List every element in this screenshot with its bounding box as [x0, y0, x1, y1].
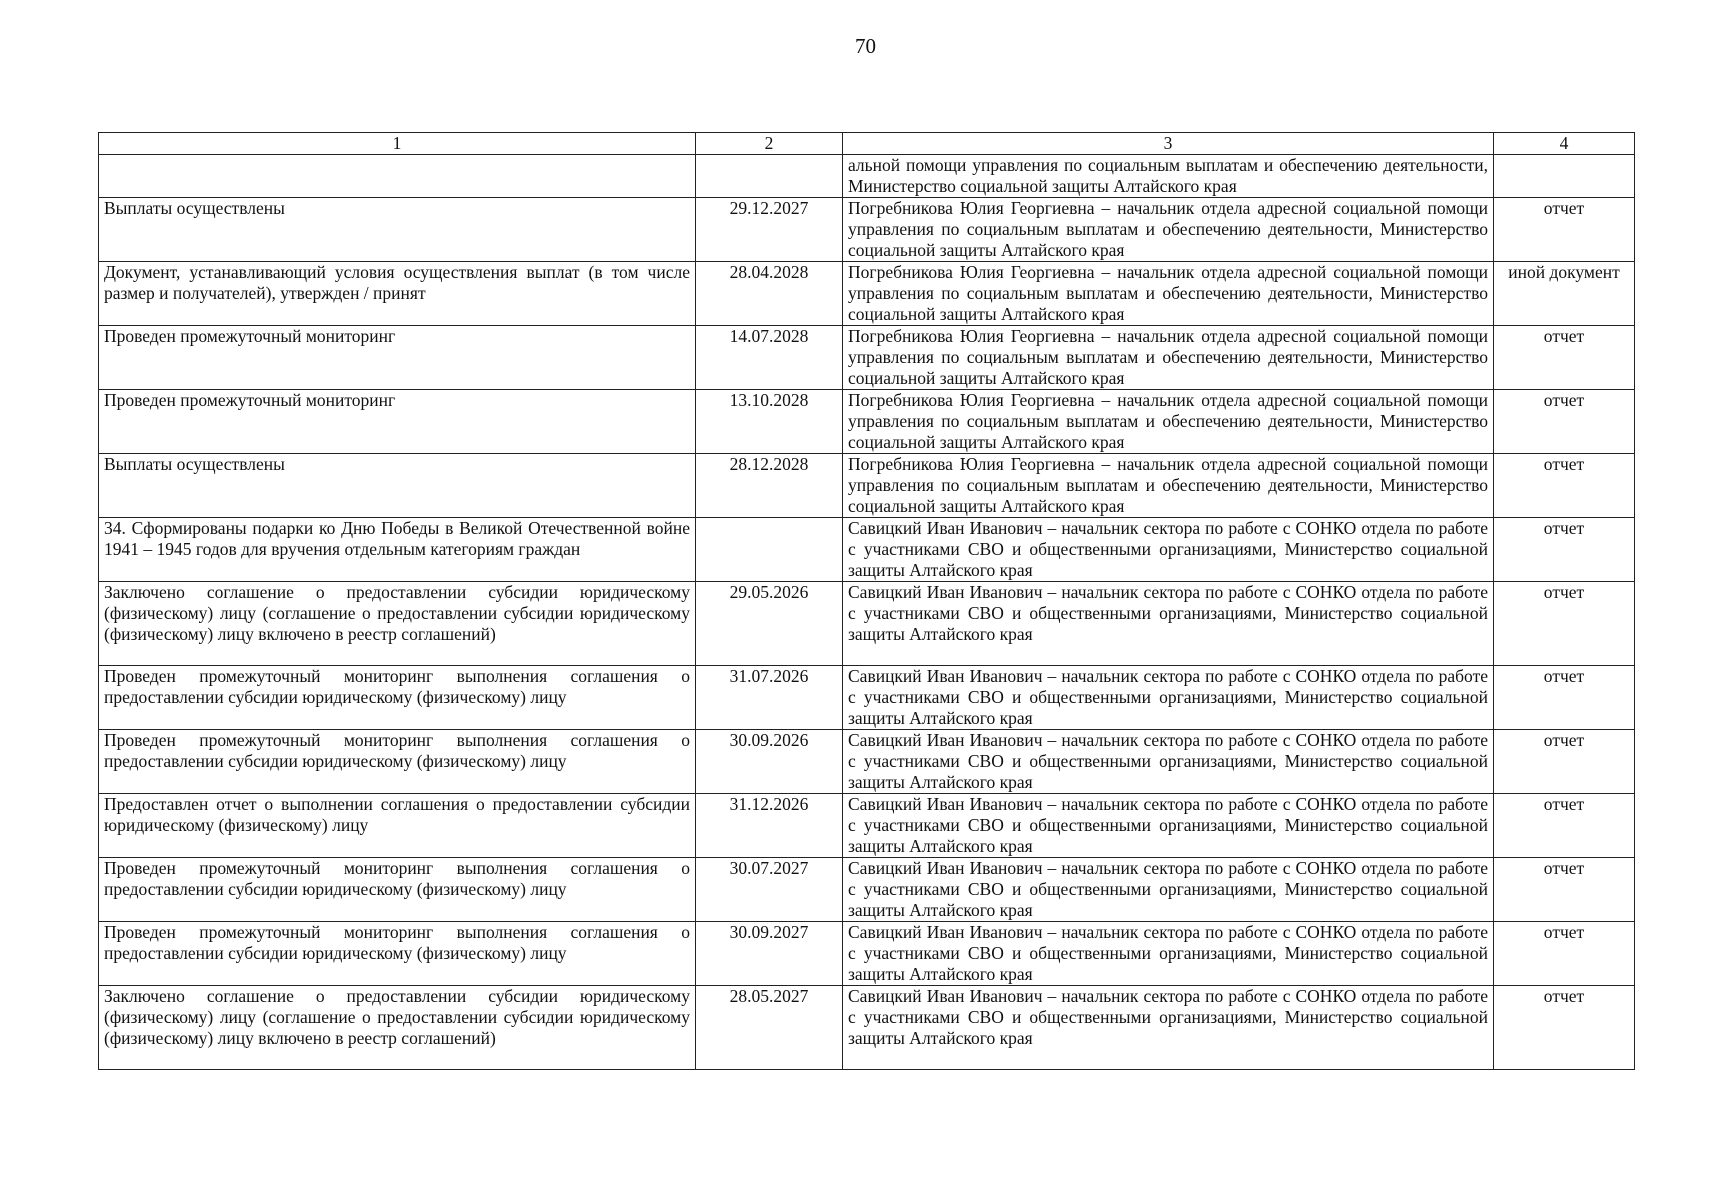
measure-cell: Проведен промежуточный мониторинг	[99, 390, 696, 454]
document-type-cell: отчет	[1494, 794, 1635, 858]
responsible-cell: Погребникова Юлия Георгиевна – начальник отдела адресной социальной помощи управления по социальным выплатам и обеспечению деятельности, Министерство социальной защиты Алтайского края	[843, 454, 1494, 518]
date-cell: 28.05.2027	[696, 986, 843, 1070]
responsible-cell: Савицкий Иван Иванович – начальник сектора по работе с СОНКО отдела по работе с участниками СВО и общественными организациями, Министерство социальной защиты Алтайского края	[843, 582, 1494, 666]
table-row	[99, 198, 1635, 262]
column-header-4: 4	[1494, 133, 1635, 155]
date-cell: 30.07.2027	[696, 858, 843, 922]
date-cell: 29.05.2026	[696, 582, 843, 666]
measure-cell: Документ, устанавливающий условия осуществления выплат (в том числе размер и получателей), утвержден / принят	[99, 262, 696, 326]
table-row	[99, 454, 1635, 518]
responsible-cell: Савицкий Иван Иванович – начальник сектора по работе с СОНКО отдела по работе с участниками СВО и общественными организациями, Министерство социальной защиты Алтайского края	[843, 986, 1494, 1070]
document-type-cell: отчет	[1494, 198, 1635, 262]
measure-cell: Предоставлен отчет о выполнении соглашения о предоставлении субсидии юридическому (физическому) лицу	[99, 794, 696, 858]
date-cell: 13.10.2028	[696, 390, 843, 454]
date-cell	[696, 518, 843, 582]
table-body	[99, 155, 1635, 1070]
column-header-1: 1	[99, 133, 696, 155]
document-type-cell	[1494, 155, 1635, 198]
measure-cell: Проведен промежуточный мониторинг выполнения соглашения о предоставлении субсидии юридическому (физическому) лицу	[99, 858, 696, 922]
table-row	[99, 390, 1635, 454]
measure-cell	[99, 155, 696, 198]
table-row	[99, 730, 1635, 794]
table-row	[99, 986, 1635, 1070]
responsible-cell: Погребникова Юлия Георгиевна – начальник отдела адресной социальной помощи управления по социальным выплатам и обеспечению деятельности, Министерство социальной защиты Алтайского края	[843, 198, 1494, 262]
responsible-cell: Савицкий Иван Иванович – начальник сектора по работе с СОНКО отдела по работе с участниками СВО и общественными организациями, Министерство социальной защиты Алтайского края	[843, 794, 1494, 858]
responsible-cell: альной помощи управления по социальным выплатам и обеспечению деятельности, Министерство социальной защиты Алтайского края	[843, 155, 1494, 198]
column-header-3: 3	[843, 133, 1494, 155]
date-cell: 30.09.2027	[696, 922, 843, 986]
measure-cell: Выплаты осуществлены	[99, 454, 696, 518]
responsible-cell: Погребникова Юлия Георгиевна – начальник отдела адресной социальной помощи управления по социальным выплатам и обеспечению деятельности, Министерство социальной защиты Алтайского края	[843, 390, 1494, 454]
date-cell: 30.09.2026	[696, 730, 843, 794]
table-row	[99, 155, 1635, 198]
document-type-cell: отчет	[1494, 390, 1635, 454]
document-type-cell: отчет	[1494, 730, 1635, 794]
document-type-cell: отчет	[1494, 518, 1635, 582]
date-cell: 14.07.2028	[696, 326, 843, 390]
document-table	[98, 132, 1635, 1070]
responsible-cell: Савицкий Иван Иванович – начальник сектора по работе с СОНКО отдела по работе с участниками СВО и общественными организациями, Министерство социальной защиты Алтайского края	[843, 730, 1494, 794]
document-type-cell: отчет	[1494, 454, 1635, 518]
header-row	[99, 133, 1635, 155]
document-type-cell: отчет	[1494, 986, 1635, 1070]
document-type-cell: отчет	[1494, 858, 1635, 922]
table-header	[99, 133, 1635, 155]
date-cell: 28.04.2028	[696, 262, 843, 326]
table-row	[99, 858, 1635, 922]
document-type-cell: иной документ	[1494, 262, 1635, 326]
measure-cell: 34. Сформированы подарки ко Дню Победы в Великой Отечественной войне 1941 – 1945 годов для вручения отдельным категориям граждан	[99, 518, 696, 582]
measure-cell: Проведен промежуточный мониторинг выполнения соглашения о предоставлении субсидии юридическому (физическому) лицу	[99, 922, 696, 986]
responsible-cell: Савицкий Иван Иванович – начальник сектора по работе с СОНКО отдела по работе с участниками СВО и общественными организациями, Министерство социальной защиты Алтайского края	[843, 858, 1494, 922]
measure-cell: Заключено соглашение о предоставлении субсидии юридическому (физическому) лицу (соглашение о предоставлении субсидии юридическому (физическому) лицу включено в реестр соглашений)	[99, 986, 696, 1070]
responsible-cell: Савицкий Иван Иванович – начальник сектора по работе с СОНКО отдела по работе с участниками СВО и общественными организациями, Министерство социальной защиты Алтайского края	[843, 518, 1494, 582]
responsible-cell: Савицкий Иван Иванович – начальник сектора по работе с СОНКО отдела по работе с участниками СВО и общественными организациями, Министерство социальной защиты Алтайского края	[843, 666, 1494, 730]
document-type-cell: отчет	[1494, 922, 1635, 986]
table-row	[99, 582, 1635, 666]
table-row	[99, 518, 1635, 582]
table-row	[99, 666, 1635, 730]
table-row	[99, 922, 1635, 986]
date-cell: 29.12.2027	[696, 198, 843, 262]
table-row	[99, 326, 1635, 390]
document-type-cell: отчет	[1494, 326, 1635, 390]
measure-cell: Заключено соглашение о предоставлении субсидии юридическому (физическому) лицу (соглашение о предоставлении субсидии юридическому (физическому) лицу включено в реестр соглашений)	[99, 582, 696, 666]
date-cell: 31.12.2026	[696, 794, 843, 858]
table-row	[99, 262, 1635, 326]
document-type-cell: отчет	[1494, 666, 1635, 730]
measure-cell: Проведен промежуточный мониторинг выполнения соглашения о предоставлении субсидии юридическому (физическому) лицу	[99, 666, 696, 730]
column-header-2: 2	[696, 133, 843, 155]
measure-cell: Проведен промежуточный мониторинг	[99, 326, 696, 390]
document-type-cell: отчет	[1494, 582, 1635, 666]
responsible-cell: Савицкий Иван Иванович – начальник сектора по работе с СОНКО отдела по работе с участниками СВО и общественными организациями, Министерство социальной защиты Алтайского края	[843, 922, 1494, 986]
measure-cell: Проведен промежуточный мониторинг выполнения соглашения о предоставлении субсидии юридическому (физическому) лицу	[99, 730, 696, 794]
table-row	[99, 794, 1635, 858]
responsible-cell: Погребникова Юлия Георгиевна – начальник отдела адресной социальной помощи управления по социальным выплатам и обеспечению деятельности, Министерство социальной защиты Алтайского края	[843, 262, 1494, 326]
date-cell: 28.12.2028	[696, 454, 843, 518]
measure-cell: Выплаты осуществлены	[99, 198, 696, 262]
responsible-cell: Погребникова Юлия Георгиевна – начальник отдела адресной социальной помощи управления по социальным выплатам и обеспечению деятельности, Министерство социальной защиты Алтайского края	[843, 326, 1494, 390]
date-cell: 31.07.2026	[696, 666, 843, 730]
page-number: 70	[855, 34, 876, 58]
date-cell	[696, 155, 843, 198]
